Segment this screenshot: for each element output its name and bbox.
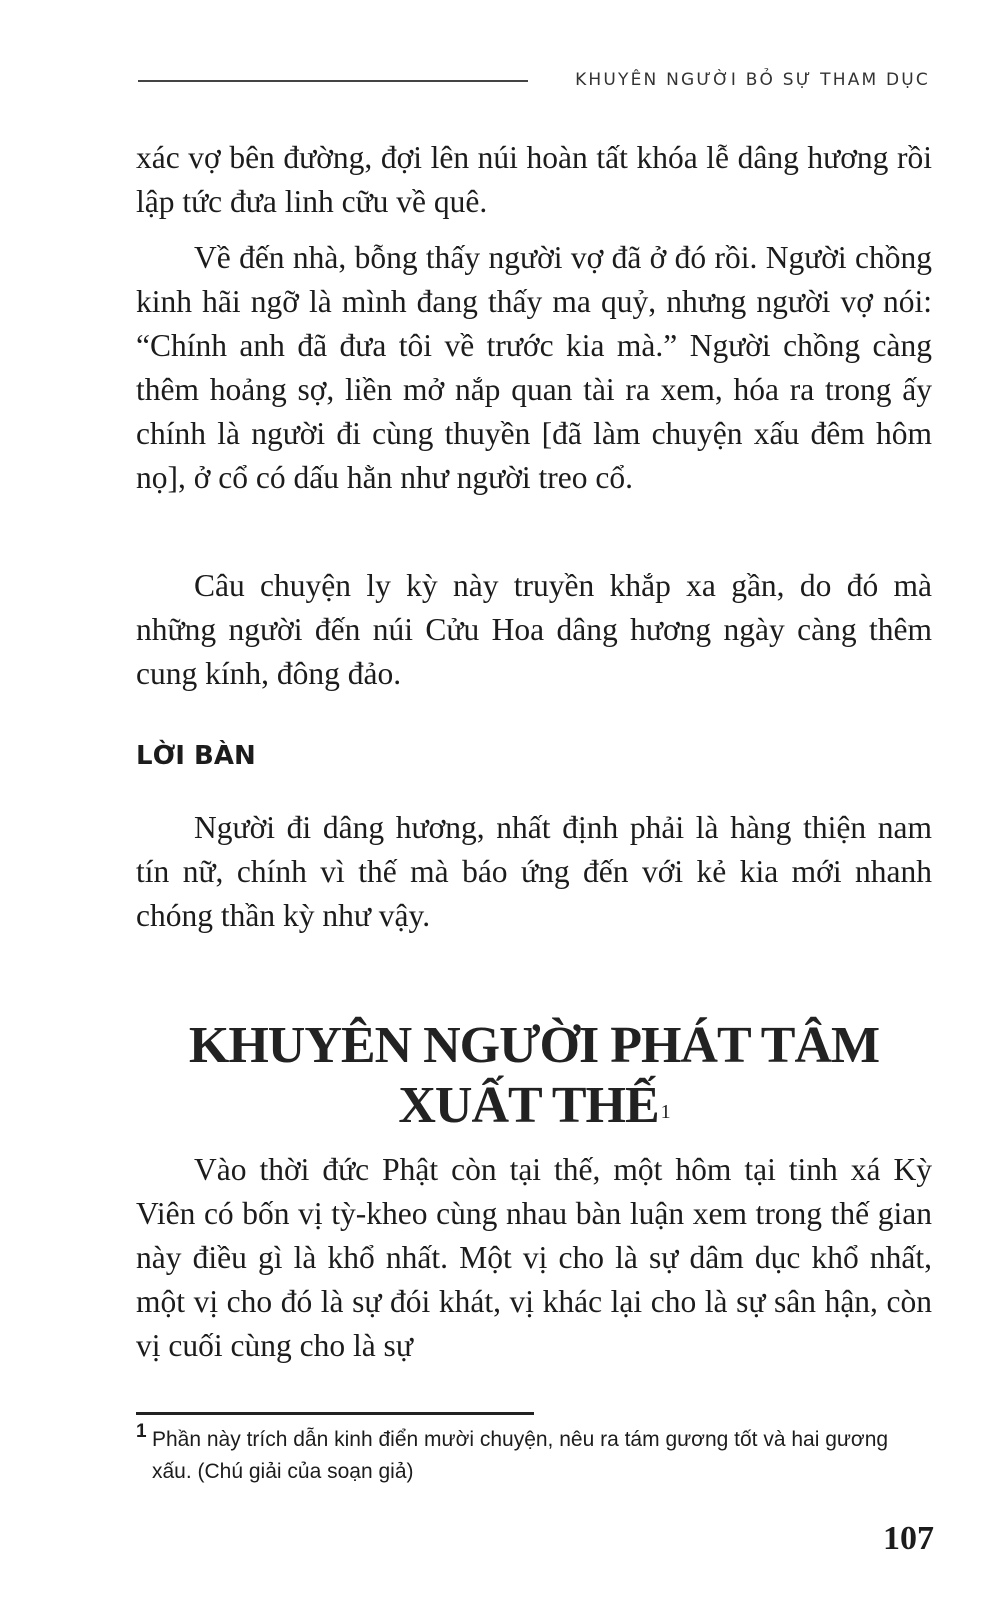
header-rule [138,80,528,82]
chapter-title-line-2: XUẤT THẾ [398,1077,659,1134]
paragraph-story-spread: Câu chuyện ly kỳ này truyền khắp xa gần, do đó mà những người đến núi Cửu Hoa dâng hương ngày càng thêm cung kính, đông đảo. [136,568,932,691]
chapter-title-line-1: KHUYÊN NGƯỜI PHÁT TÂM [188,1017,880,1074]
footnote-text: Phần này trích dẫn kinh điển mười chuyện, nêu ra tám gương tốt và hai gương xấu. (Chú giải của soạn giả) [152,1428,889,1483]
footnote-reference[interactable]: 1 [660,1101,670,1123]
chapter-title-line-2-wrap [136,1076,932,1136]
footnote [136,1421,932,1488]
running-header [138,60,930,90]
paragraph-continuation: xác vợ bên đường, đợi lên núi hoàn tất khóa lễ dâng hương rồi lập tức đưa linh cữu về quê. [136,140,932,219]
page-number: 107 [883,1520,934,1557]
footnote-rule [136,1412,534,1415]
commentary-text: Người đi dâng hương, nhất định phải là hàng thiện nam tín nữ, chính vì thế mà báo ứng đến với kẻ kia mới nhanh chóng thần kỳ như vậy. [136,810,932,933]
paragraph-return-home: Về đến nhà, bỗng thấy người vợ đã ở đó rồi. Người chồng kinh hãi ngỡ là mình đang thấy ma quỷ, nhưng người vợ nói: “Chính anh đã đưa tôi về trước kia mà.” Người chồng càng thêm hoảng sợ, liền mở nắp quan tài ra xem, hóa ra trong ấy chính là người đi cùng thuyền [đã làm chuyện xấu đêm hôm nọ], ở cổ có dấu hằn như người treo cổ. [136,240,932,495]
running-title: KHUYÊN NGƯỜI BỎ SỰ THAM DỤC [575,70,930,90]
chapter-title [136,1016,932,1136]
footnote-marker: 1 [136,1421,147,1442]
chapter-first-paragraph: Vào thời đức Phật còn tại thế, một hôm tại tinh xá Kỳ Viên có bốn vị tỳ-kheo cùng nhau bàn luận xem trong thế gian này điều gì là khổ nhất. Một vị cho là sự dâm dục khổ nhất, một vị cho đó là sự đói khát, vị khác lại cho là sự sân hận, còn vị cuối cùng cho là sự [136,1152,932,1363]
commentary-heading: LỜI BÀN [136,741,256,771]
